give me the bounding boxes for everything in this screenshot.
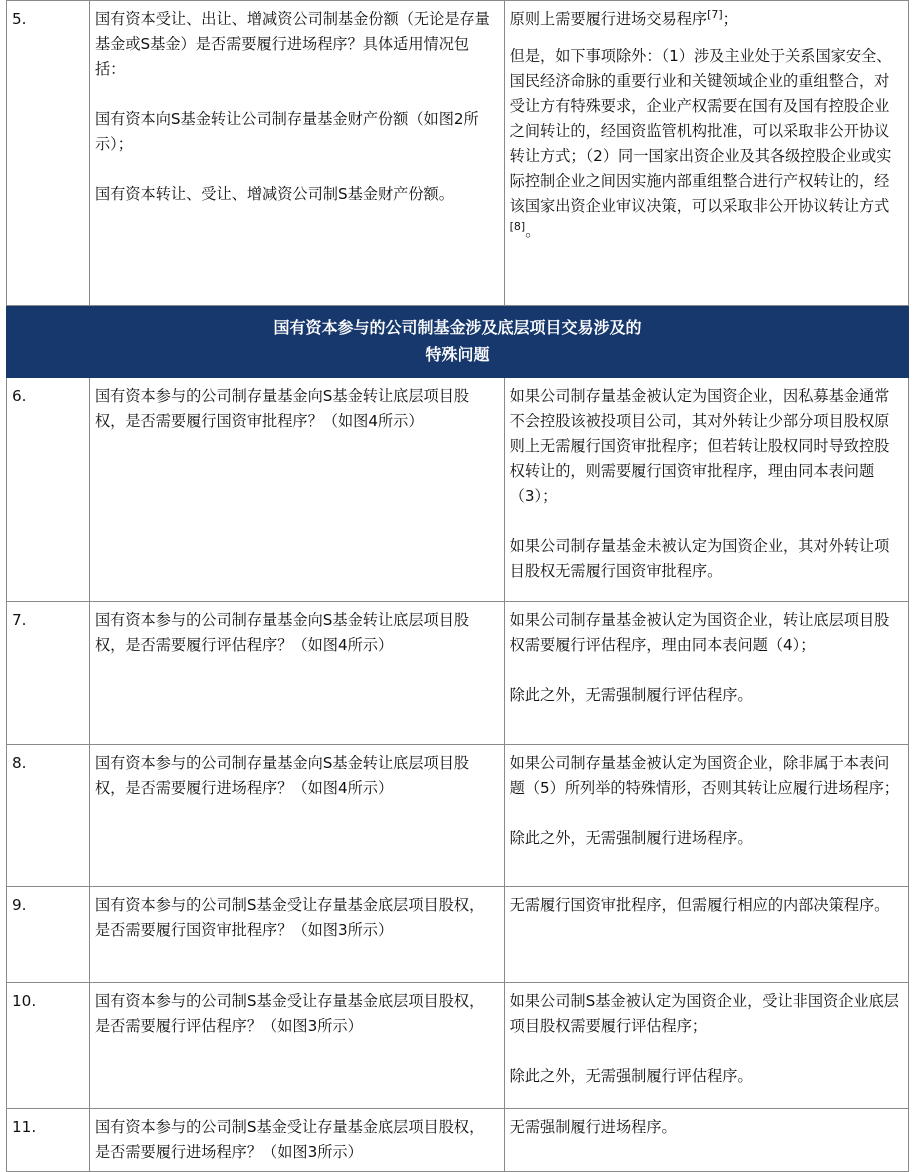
question-cell: 国有资本参与的公司制存量基金向S基金转让底层项目股权，是否需要履行进场程序？（如图4所示）	[89, 745, 504, 887]
table-row	[7, 983, 909, 1109]
row-number: 6.	[7, 378, 90, 602]
footnote-ref[interactable]: [8]	[509, 220, 526, 233]
answer-text: 除此之外，无需强制履行评估程序。	[509, 1067, 753, 1085]
table-row	[7, 378, 909, 602]
question-cell: 国有资本参与的公司制S基金受让存量基金底层项目股权，是否需要履行国资审批程序？（如图3所示）	[89, 887, 504, 983]
question-cell: 国有资本参与的公司制S基金受让存量基金底层项目股权，是否需要履行进场程序？（如图3所示）	[89, 1109, 504, 1172]
answer-text: 原则上需要履行进场交易程序[7]；	[509, 8, 738, 28]
answer-text: 如果公司制存量基金被认定为国资企业，因私募基金通常不会控股该被投项目公司，其对外转让少部分项目股权原则上无需履行国资审批程序；但若转让股权同时导致控股权转让的，则需要履行国资审批程序，理由同本表问题（3）；	[509, 387, 890, 505]
answer-text: 无需强制履行进场程序。	[509, 1118, 677, 1136]
table-row	[7, 602, 909, 745]
answer-text: 如果公司制S基金被认定为国资企业，受让非国资企业底层项目股权需要履行评估程序；	[509, 992, 899, 1035]
answer-cell	[504, 1, 908, 306]
question-text: 国有资本受让、出让、增减资公司制基金份额（无论是存量基金或S基金）是否需要履行进场程序？具体适用情况包括：	[94, 10, 490, 78]
question-cell: 国有资本参与的公司制存量基金向S基金转让底层项目股权，是否需要履行国资审批程序？（如图4所示）	[89, 378, 504, 602]
qa-table	[6, 0, 909, 1172]
answer-cell	[504, 1109, 908, 1172]
table-row	[7, 887, 909, 983]
table-row	[7, 1109, 909, 1172]
answer-text: 除此之外，无需强制履行评估程序。	[509, 686, 753, 704]
question-text: 国有资本向S基金转让公司制存量基金财产份额（如图2所示）；	[94, 110, 479, 153]
answer-text: 但是，如下事项除外：（1）涉及主业处于关系国家安全、国民经济命脉的重要行业和关键领域企业的重组整合，对受让方有特殊要求，企业产权需要在国有及国有控股企业之间转让的，经国资监管机构批准，可以采取非公开协议转让方式；（2）同一国家出资企业及其各级控股企业或实际控制企业之间因实施内部重组整合进行产权转让的，经该国家出资企业审议决策，可以采取非公开协议转让方式[8]。	[509, 47, 892, 240]
answer-cell	[504, 983, 908, 1109]
table-row	[7, 745, 909, 887]
question-text: 国有资本转让、受让、增减资公司制S基金财产份额。	[94, 185, 454, 203]
answer-text: 如果公司制存量基金未被认定为国资企业，其对外转让项目股权无需履行国资审批程序。	[509, 537, 890, 580]
question-cell: 国有资本参与的公司制S基金受让存量基金底层项目股权，是否需要履行评估程序？（如图3所示）	[89, 983, 504, 1109]
answer-text: 除此之外，无需强制履行进场程序。	[509, 829, 753, 847]
answer-text: 如果公司制存量基金被认定为国资企业，转让底层项目股权需要履行评估程序，理由同本表问题（4）；	[509, 611, 890, 654]
question-cell: 国有资本参与的公司制存量基金向S基金转让底层项目股权，是否需要履行评估程序？（如图4所示）	[89, 602, 504, 745]
answer-cell	[504, 602, 908, 745]
section-header-row	[7, 306, 909, 378]
row-number: 5.	[7, 1, 90, 306]
answer-text: 如果公司制存量基金被认定为国资企业，除非属于本表问题（5）所列举的特殊情形，否则其转让应履行进场程序；	[509, 754, 899, 797]
row-number: 8.	[7, 745, 90, 887]
row-number: 9.	[7, 887, 90, 983]
answer-cell	[504, 378, 908, 602]
row-number: 10.	[7, 983, 90, 1109]
answer-cell	[504, 745, 908, 887]
section-title: 国有资本参与的公司制基金涉及底层项目交易涉及的 特殊问题	[7, 306, 909, 378]
answer-text: 无需履行国资审批程序，但需履行相应的内部决策程序。	[509, 896, 890, 914]
row-number: 11.	[7, 1109, 90, 1172]
question-cell	[89, 1, 504, 306]
table-row	[7, 1, 909, 306]
answer-cell	[504, 887, 908, 983]
footnote-ref[interactable]: [7]	[707, 8, 723, 21]
row-number: 7.	[7, 602, 90, 745]
